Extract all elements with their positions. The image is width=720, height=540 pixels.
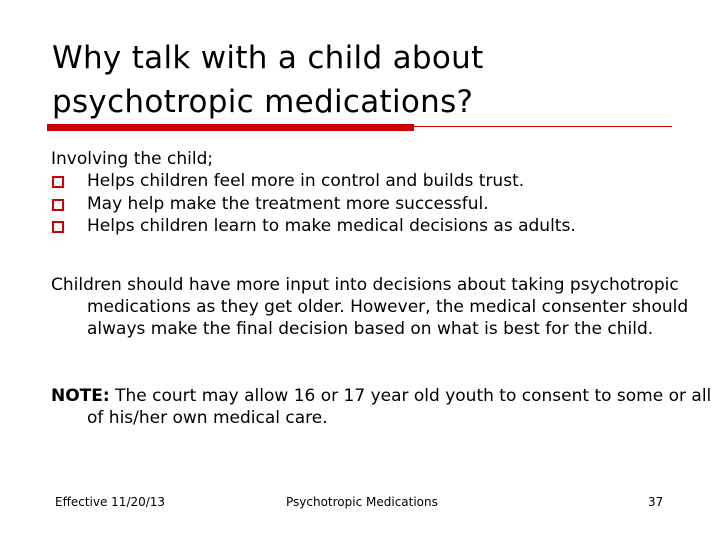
footer-topic: Psychotropic Medications (286, 495, 438, 509)
slide-title: Why talk with a child about psychotropic medications? (52, 40, 484, 120)
footer-effective-date: Effective 11/20/13 (55, 495, 166, 509)
bullet-text: Helps children feel more in control and builds trust. (87, 171, 525, 191)
title-underline-thick (47, 124, 414, 131)
page-number: 37 (648, 495, 664, 509)
list-item (51, 170, 576, 193)
age-input-paragraph: Children should have more input into decisions about taking psychotropic medications as they get older. However, the medical consenter should always make the final decision based on what is best for the child. (51, 275, 689, 339)
note-text: The court may allow 16 or 17 year old youth to consent to some or all of his/her own medical care. (87, 386, 712, 428)
list-item (51, 215, 576, 238)
bullet-list (51, 170, 576, 238)
hollow-square-icon (52, 221, 64, 233)
title-underline-thin (414, 126, 672, 127)
hollow-square-icon (52, 199, 64, 211)
note-paragraph (51, 385, 720, 429)
bullet-text: May help make the treatment more successful. (87, 193, 489, 214)
bullet-text: Helps children learn to make medical decisions as adults. (87, 216, 576, 236)
list-item (51, 193, 576, 216)
intro-text: Involving the child; (51, 149, 214, 169)
note-label: NOTE: (51, 386, 110, 406)
hollow-square-icon (52, 176, 64, 188)
